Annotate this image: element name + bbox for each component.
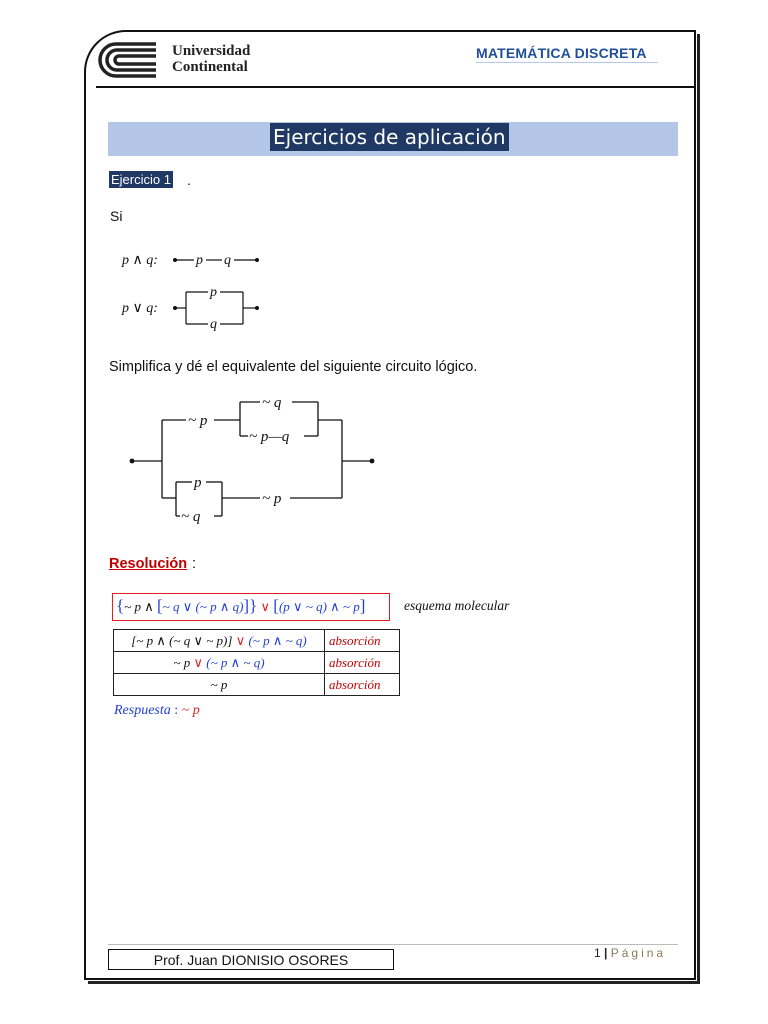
logic-circuit-diagram	[126, 392, 382, 532]
circuit-bottom-right: ~ p	[262, 491, 282, 507]
def-or-label: p ∨ q:	[122, 301, 158, 316]
def-and-p: p	[196, 253, 203, 268]
answer-label: Respuesta	[114, 703, 171, 718]
step-3-rule: absorción	[325, 674, 400, 696]
page-number	[594, 946, 666, 960]
table-row	[114, 674, 400, 696]
circuit-bottom-left-lower: ~ q	[181, 509, 201, 525]
course-title: MATEMÁTICA DISCRETA	[476, 45, 647, 61]
page-number-value: 1	[594, 946, 601, 960]
circuit-bottom-left-upper: p	[194, 475, 202, 491]
answer-colon: :	[170, 703, 182, 718]
step-2-left: ~ p	[173, 654, 191, 670]
step-1-left: [~ p ∧ (~ q ∨ ~ p)]	[131, 632, 233, 648]
exercise-label: Ejercicio 1	[111, 172, 171, 187]
answer	[114, 703, 200, 719]
formula-bracket-open-2: [	[273, 596, 279, 615]
circuit-top-right-upper: ~ q	[262, 395, 282, 411]
page-number-separator: |	[600, 946, 611, 960]
step-expression	[114, 630, 325, 652]
resolution-colon: :	[192, 556, 197, 572]
footer-divider	[108, 944, 678, 945]
molecular-formula	[112, 593, 390, 621]
def-and-q: q	[224, 253, 231, 268]
university-name-line1: Universidad	[172, 43, 251, 59]
table-row	[114, 652, 400, 674]
formula-brace-open: {	[116, 596, 125, 615]
formula-part-b: ~ q ∨ (~ p ∧ q)	[162, 599, 244, 614]
circuit-top-right-lower: ~ p—q	[249, 429, 290, 445]
formula-part-a: ~ p ∧	[124, 599, 157, 614]
university-name	[172, 43, 250, 75]
header-divider	[96, 86, 696, 88]
def-or-q: q	[210, 317, 217, 332]
step-1-right: (~ p ∧ ~ q)	[248, 632, 307, 648]
formula-or: ∨	[257, 599, 274, 614]
step-2-rule: absorción	[325, 652, 400, 674]
step-expression	[114, 674, 325, 696]
step-2-op: ∨	[190, 654, 207, 670]
step-1-rule: absorción	[325, 630, 400, 652]
step-1-op: ∨	[232, 632, 249, 648]
university-logo-icon	[98, 40, 162, 80]
formula-brace-close: }	[249, 596, 258, 615]
page-number-label: Página	[610, 946, 667, 960]
university-name-line2: Continental	[172, 59, 248, 75]
circuit-top-left: ~ p	[188, 413, 208, 429]
answer-value: ~ p	[181, 703, 200, 718]
section-title: Ejercicios de aplicación	[270, 123, 509, 151]
step-2-right: (~ p ∧ ~ q)	[206, 654, 265, 670]
formula-bracket-open-1: [	[156, 596, 163, 615]
step-3-left: ~ p	[210, 676, 228, 692]
resolution-label: Resolución	[109, 556, 188, 572]
def-and-label: p ∧ q:	[122, 253, 158, 268]
formula-part-c: (p ∨ ~ q) ∧ ~ p	[278, 599, 360, 614]
exercise-si: Si	[110, 208, 123, 224]
professor-name: Prof. Juan DIONISIO OSORES	[108, 949, 394, 970]
formula-bracket-close-1: ]	[243, 596, 250, 615]
formula-bracket-close-2: ]	[359, 596, 366, 615]
definitions-diagram	[118, 244, 278, 334]
course-underline	[476, 62, 658, 63]
def-or-p: p	[210, 285, 217, 300]
exercise-label-dot: .	[187, 172, 191, 188]
step-expression	[114, 652, 325, 674]
simplification-steps-table	[113, 629, 400, 696]
formula-note: esquema molecular	[404, 598, 510, 613]
exercise-instruction: Simplifica y dé el equivalente del siguiente circuito lógico.	[109, 359, 478, 375]
table-row	[114, 630, 400, 652]
